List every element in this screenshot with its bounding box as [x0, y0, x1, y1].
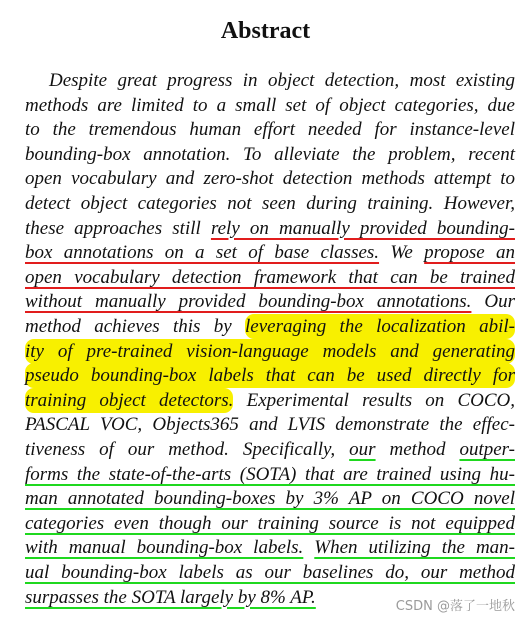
line-text: to the tremendous human effort needed for instance-level [25, 119, 515, 141]
line-text [303, 537, 314, 558]
abstract-line [25, 142, 515, 167]
line-text: these approaches still [25, 217, 211, 239]
abstract-line [25, 339, 515, 364]
line-text: open vocabulary and zero-shot detection methods attempt to [25, 168, 515, 190]
abstract-line [25, 560, 515, 585]
line-text: Despite great progress in object detection, most existing [49, 70, 515, 91]
abstract-line [25, 412, 515, 437]
abstract-line [25, 535, 515, 560]
abstract-line [25, 289, 515, 314]
line-text: method [375, 439, 460, 460]
green-underlined-text: outper- [459, 439, 515, 460]
abstract-line [25, 462, 515, 487]
abstract-line [25, 93, 515, 118]
abstract-line [25, 511, 515, 536]
abstract-line [25, 166, 515, 191]
green-underlined-text: with manual bounding-box labels. [25, 537, 304, 559]
red-underlined-text: rely on manually provided bounding- [210, 217, 515, 239]
line-text: detect object categories not seen during training. However, [25, 193, 515, 214]
green-underlined-text: categories even though our training source is not equipped [25, 512, 515, 534]
green-underlined-text: When utilizing the man- [314, 537, 515, 559]
line-text: tiveness of our method. Specifically, [25, 439, 350, 460]
red-underlined-text: without manually provided bounding-box annotations. [25, 291, 472, 313]
highlighted-text: pseudo bounding-box labels that can be used directly for [25, 365, 515, 387]
green-underlined-text: ual bounding-box labels as our baselines do, our method [25, 562, 515, 583]
highlighted-text: ity of pre-trained vision-language models and generating [25, 340, 515, 362]
highlighted-text: training object detectors. [25, 389, 234, 411]
red-underlined-text: propose an [424, 242, 515, 264]
line-text: Our [471, 291, 515, 313]
line-text: method achieves this by [25, 316, 245, 337]
red-underlined-text: box annotations on a set of base classes. [25, 242, 380, 264]
line-text: methods are limited to a small set of object categories, due [25, 94, 515, 116]
abstract-line [25, 585, 316, 610]
line-text: bounding-box annotation. To alleviate the problem, recent [25, 143, 515, 165]
abstract-line [25, 388, 515, 413]
abstract-title: Abstract [220, 18, 311, 44]
abstract-line [25, 117, 515, 142]
line-text: Experimental results on COCO, [233, 389, 515, 411]
abstract-line [25, 437, 515, 462]
abstract-line [25, 216, 515, 241]
green-underlined-text: our [349, 439, 376, 460]
abstract-line [25, 486, 515, 511]
abstract-line [25, 240, 515, 265]
green-underlined-text: surpasses the SOTA largely by 8% AP. [25, 586, 316, 608]
green-underlined-text: man annotated bounding-boxes by 3% AP on COCO novel [25, 488, 515, 510]
abstract-line [49, 68, 515, 93]
red-underlined-text: open vocabulary detection framework that can be trained [25, 266, 515, 288]
abstract-line [25, 314, 515, 339]
highlighted-text: leveraging the localization abil- [244, 316, 515, 337]
csdn-watermark: CSDN @落了一地秋 [395, 599, 515, 614]
line-text: PASCAL VOC, Objects365 and LVIS demonstrate the effec- [25, 414, 515, 436]
line-text: We [379, 242, 425, 264]
green-underlined-text: forms the state-of-the-arts (SOTA) that are trained using hu- [25, 463, 515, 485]
abstract-line [25, 191, 515, 216]
abstract-line [25, 265, 515, 290]
abstract-line [25, 363, 515, 388]
